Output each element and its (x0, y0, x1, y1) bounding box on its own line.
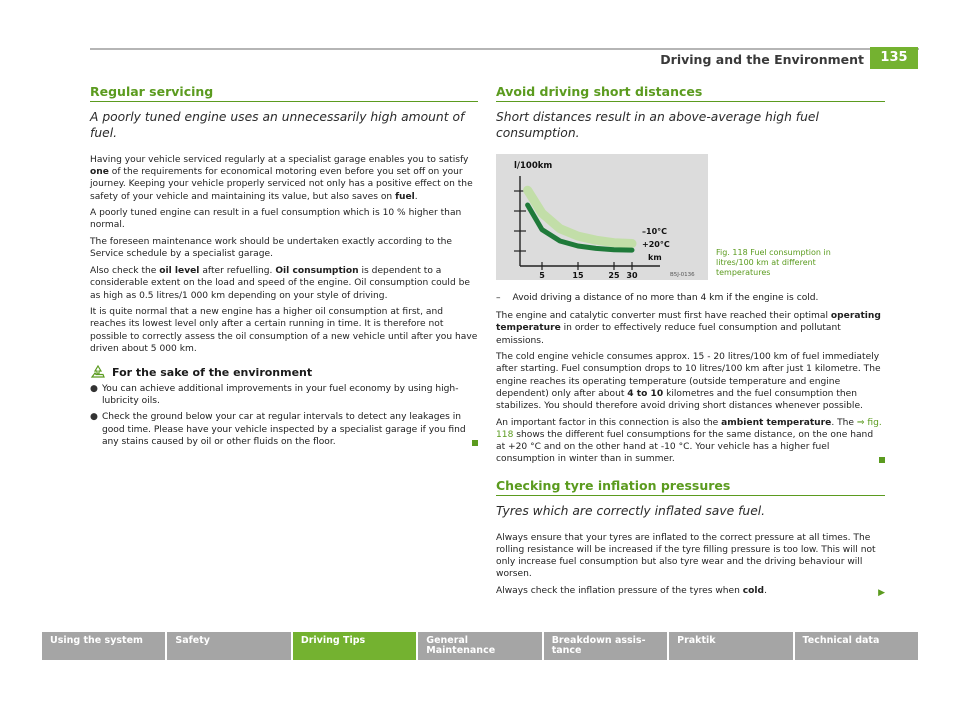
lead-text: A poorly tuned engine uses an unnecessarily high amount of fuel. (90, 110, 465, 140)
figure-code: B5J-0136 (670, 271, 695, 278)
paragraph: The cold engine vehicle consumes approx. 15 - 20 litres/100 km of fuel immediately after starting. Fuel consumption drops to 10 litres/100 km after just 1 kilometre. The engine reaches its operating temperature (outside temperature and engine dependent) only after about 4 to 10 kilometres and the fuel consumption then stabilizes. You should therefore avoid driving short distances whenever possible. (496, 352, 881, 412)
lead-text: Tyres which are correctly inflated save fuel. (496, 503, 766, 518)
chapter-title: Driving and the Environment (660, 52, 864, 67)
left-column (90, 84, 478, 452)
tab-breakdown-assistance[interactable]: Breakdown assis-tance (544, 632, 667, 660)
section-end-marker (472, 440, 478, 446)
paragraph: Also check the oil level after refuelling. Oil consumption is dependent to a considerable extent on the load and speed of the engine. Oil consumption could be as high as 0.5 litres/1 000 km depending on your style of driving. (90, 266, 470, 301)
tab-using-the-system[interactable]: Using the system (42, 632, 165, 660)
continue-arrow-icon: ▶ (878, 587, 885, 598)
x-tick-label: 25 (608, 270, 620, 280)
paragraph: An important factor in this connection is also the ambient temperature. The ⇒ fig. 118 shows the different fuel consumptions for the same distance, on the one hand at +20 °C and on the other hand at -10 °C. Your vehicle has a higher fuel consumption in winter than in summer. (496, 417, 885, 466)
fuel-consumption-chart (496, 154, 708, 280)
paragraph: A poorly tuned engine can result in a fuel consumption which is 10 % higher than normal. (90, 208, 462, 231)
legend-label-warm: +20°C (642, 239, 670, 249)
list-item: ● Check the ground below your car at regular intervals to detect any leakages in good time. Please have your vehicle inspected by a specialist garage if you find any stains caused by oil or other fluids on the floor. (90, 411, 478, 448)
figure-link[interactable]: ⇒ fig. 118 (496, 417, 882, 440)
paragraph: Having your vehicle serviced regularly at a specialist garage enables you to satisfy one of the requirements for economical motoring even before you set off on your journey. Keeping your vehicle properly serviced not only has a positive effect on the safety of your vehicle and maintaining its value, but also saves on fuel. (90, 154, 473, 202)
series-line-cold (528, 190, 632, 243)
tab-praktik[interactable]: Praktik (669, 632, 792, 660)
list-item: ● You can achieve additional improvements in your fuel economy by using high-lubricity oils. (90, 384, 459, 407)
paragraph: The foreseen maintenance work should be undertaken exactly according to the Service schedule by a specialist garage. (90, 237, 453, 260)
tab-safety[interactable]: Safety (167, 632, 290, 660)
x-tick-label: 5 (539, 270, 545, 280)
section-title-tyre-pressures: Checking tyre inflation pressures (496, 478, 885, 496)
section-title-regular-servicing: Regular servicing (90, 84, 478, 102)
paragraph: Always ensure that your tyres are inflated to the correct pressure at all times. The rolling resistance will be increased if the tyre filling pressure is too low. This will not only increase fuel consumption but also tyre wear and the driving behaviour will worsen. (496, 532, 876, 580)
figure-caption: Fig. 118 Fuel consumption in litres/100 km at different temperatures (716, 247, 831, 277)
section-title-short-distances: Avoid driving short distances (496, 84, 885, 102)
tab-driving-tips[interactable]: Driving Tips (293, 632, 416, 660)
x-tick-label: 15 (572, 270, 584, 280)
paragraph: The engine and catalytic converter must first have reached their optimal operating temperature in order to effectively reduce fuel consumption and pollutant emissions. (496, 311, 881, 346)
chapter-tabs (42, 632, 918, 660)
figure-118 (496, 154, 885, 280)
lead-text: Short distances result in an above-average high fuel consumption. (496, 110, 819, 140)
y-axis-label: l/100km (514, 160, 553, 171)
tab-general-maintenance[interactable]: General Maintenance (418, 632, 541, 660)
header-rule (90, 48, 919, 50)
x-axis-label: km (648, 252, 662, 262)
legend-label-cold: –10°C (642, 226, 668, 236)
page-number: 135 (870, 47, 918, 69)
section-end-marker (879, 457, 885, 463)
tab-technical-data[interactable]: Technical data (795, 632, 918, 660)
list-item: – Avoid driving a distance of no more than 4 km if the engine is cold. (496, 292, 819, 303)
x-tick-label: 30 (626, 270, 638, 280)
chart-svg (496, 154, 708, 280)
recycle-icon (90, 365, 106, 379)
right-column (496, 84, 885, 602)
environment-note-title: For the sake of the environment (112, 365, 313, 379)
environment-note-header (90, 365, 478, 379)
paragraph: It is quite normal that a new engine has a higher oil consumption at first, and reaches its lowest level only after a certain running in time. It is therefore not possible to correctly assess the oil consumption of a new vehicle until after you have driven about 5 000 km. (90, 307, 478, 354)
paragraph: Always check the inflation pressure of the tyres when cold. ▶ (496, 585, 885, 598)
